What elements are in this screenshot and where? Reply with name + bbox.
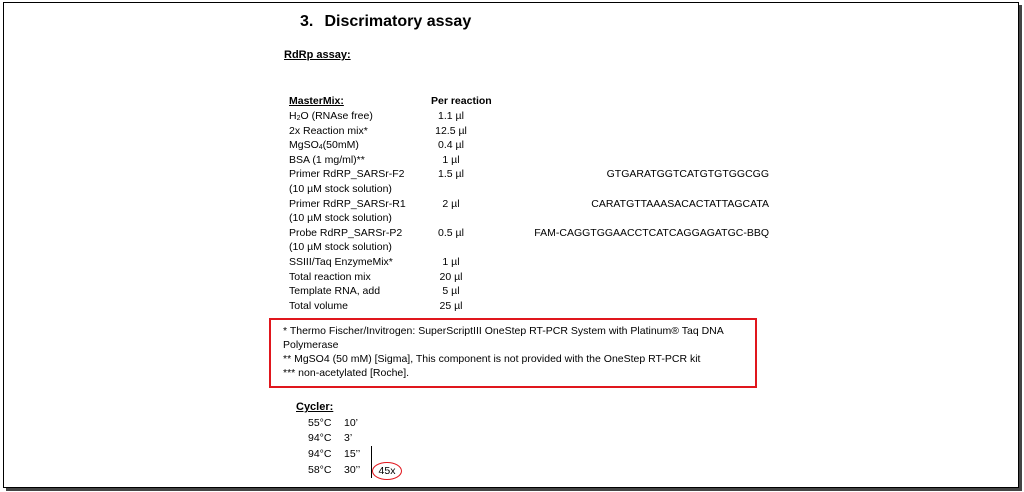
reagent-amount-text: 12.5 µl [435, 124, 467, 137]
reagent-amount-text: 5 µl [442, 285, 460, 298]
cycler-temp: 55°C [308, 417, 332, 429]
reagent-name-text: (10 µM stock solution) [289, 212, 392, 225]
cycler-step [308, 431, 352, 445]
reagent-name-text: MgSO [289, 139, 319, 152]
footnote-line: Polymerase [283, 339, 339, 351]
reagent-amount-text: 1.5 µl [438, 168, 464, 181]
reagent-name-text: H [289, 110, 297, 122]
reagent-name-text: Probe RdRP_SARSr-P2 [289, 226, 403, 239]
cycler-time: 10’ [344, 417, 359, 429]
reagent-subscript: 4 [318, 144, 323, 152]
reagent-name [289, 211, 392, 225]
section-heading [300, 13, 471, 31]
reagent-amount-text: 25 µl [439, 299, 463, 312]
reagent-name-text: Primer RdRP_SARSr-R1 [289, 197, 406, 210]
section-number: 3. [300, 13, 314, 30]
reagent-name-text: 2x Reaction mix* [289, 124, 368, 137]
reagent-name [289, 284, 380, 298]
reagent-name [289, 197, 406, 211]
reagent-name [289, 167, 405, 181]
reagent-name [289, 255, 393, 269]
section-title: Discrimatory assay [324, 13, 472, 30]
reagent-name [289, 124, 368, 138]
oligo-sequence: FAM-CAGGTGGAACCTCATCAGGAGATGC-BBQ [534, 226, 769, 239]
cycler-step [308, 416, 358, 430]
reagent-name-text: (10 µM stock solution) [289, 241, 392, 254]
footnote-line: ** MgSO4 (50 mM) [Sigma], This component is not provided with the OneStep RT-PCR kit [283, 353, 701, 365]
reagent-amount-text: 1 µl [442, 153, 460, 166]
cycler-step [308, 463, 360, 477]
cycler-time: 30’’ [344, 464, 361, 476]
reagent-name [289, 299, 348, 313]
cycle-count: 45x [372, 462, 402, 480]
cycler-step [308, 447, 360, 461]
reagent-name-text: Primer RdRP_SARSr-F2 [289, 168, 405, 181]
reagent-name [289, 270, 371, 284]
cycler-time: 3’ [344, 432, 353, 444]
cycler-time: 15’’ [344, 448, 361, 460]
footnote-line: * Thermo Fischer/Invitrogen: SuperScriptIII OneStep RT-PCR System with Platinum® Taq DNA [283, 325, 724, 337]
cycler-temp: 94°C [308, 432, 332, 444]
reagent-subscript: 2 [296, 115, 301, 122]
reagent-name-text: Total reaction mix [289, 270, 371, 283]
reagent-name [289, 226, 402, 240]
reagent-amount-text: 0.5 µl [438, 226, 464, 239]
reagent-name-text: SSIII/Taq EnzymeMix* [289, 256, 393, 268]
reagent-amount-text: 20 µl [439, 270, 463, 283]
reagent-amount-text: 0.4 µl [438, 139, 464, 152]
reagent-name-text: Template RNA, add [289, 285, 381, 298]
oligo-sequence: GTGARATGGTCATGTGTGGCGG [606, 168, 769, 181]
reagent-name-rest: (50mM) [322, 139, 359, 152]
reagent-name [289, 153, 365, 167]
reagent-name-text: BSA (1 mg/ml)** [289, 153, 365, 166]
reagent-amount-text: 2 µl [442, 197, 460, 210]
reagent-name-text: (10 µM stock solution) [289, 183, 392, 195]
reagent-amount-text: 1.1 µl [438, 110, 464, 122]
reagent-name-rest: O (RNAse free) [300, 110, 373, 122]
cycler-temp: 58°C [308, 464, 332, 476]
document-frame [3, 2, 1019, 488]
cycler-temp: 94°C [308, 448, 332, 460]
reagent-amount-text: 1 µl [442, 256, 460, 268]
reagent-name [289, 240, 392, 254]
footnotes-box [269, 318, 757, 388]
reagent-name-text: Total volume [289, 299, 348, 312]
mastermix-header: MasterMix: [289, 95, 344, 107]
per-reaction-header: Per reaction [431, 95, 492, 107]
reagent-name [289, 182, 392, 196]
footnote-line: *** non-acetylated [Roche]. [283, 367, 410, 379]
cycler-title: Cycler: [296, 401, 334, 413]
assay-subheading: RdRp assay: [284, 49, 351, 61]
oligo-sequence: CARATGTTAAASACACTATTAGCATA [591, 197, 769, 210]
